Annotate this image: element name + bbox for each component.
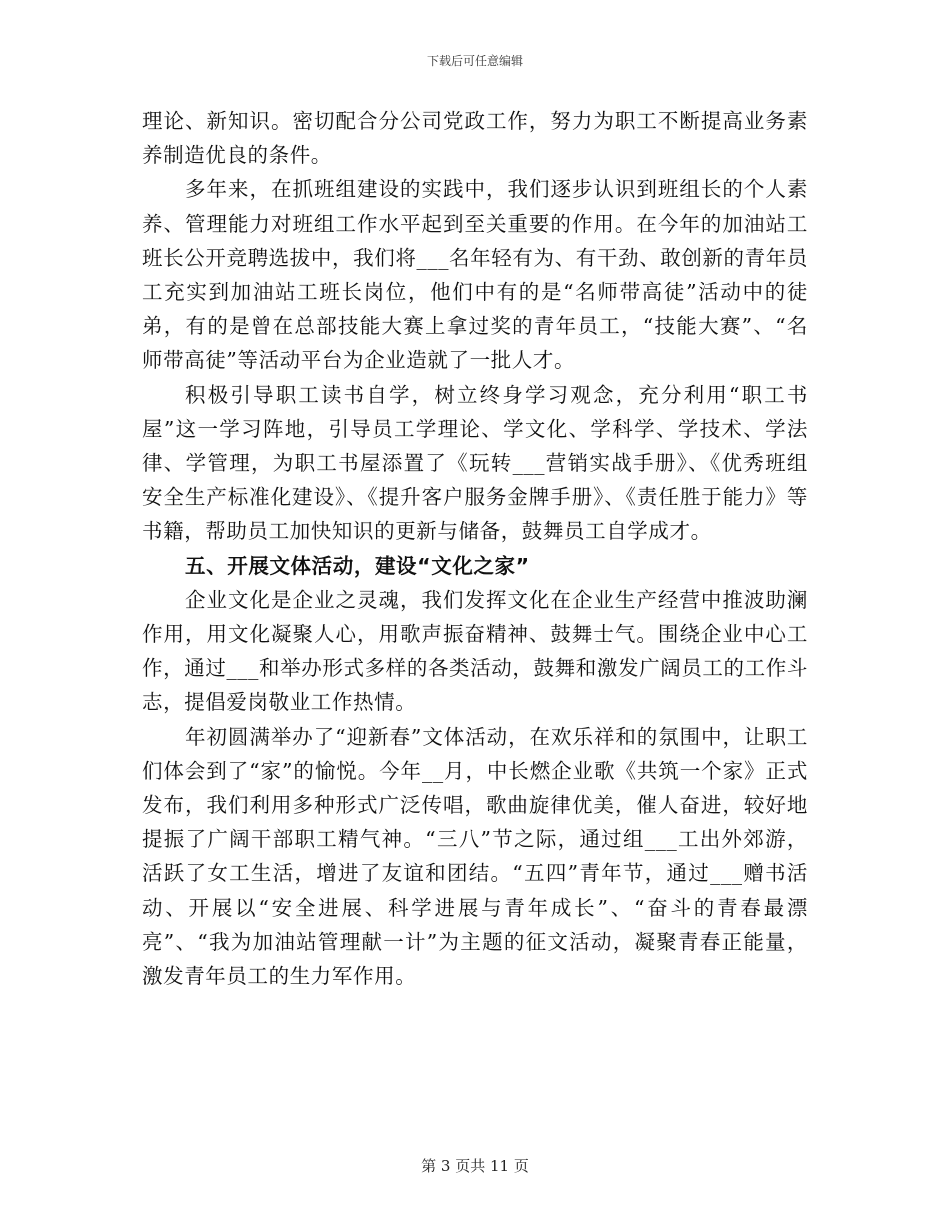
page-header: 下载后可任意编辑 [426,54,523,68]
paragraph-team-leader: 多年来，在抓班组建设的实践中，我们逐步认识到班组长的个人素养、管理能力对班组工作水平起到至关重要的作用。在今年的加油站工班长公开竞聘选拔中，我们将___名年轻有为、有干劲、敢创新的青年员工充实到加油站工班长岗位，他们中有的是“名师带高徒”活动中的徒弟，有的是曾在总部技能大赛上拿过奖的青年员工，“技能大赛”、“名师带高徒”等活动平台为企业造就了一批人才。 [142,177,808,373]
paragraph-activities: 年初圆满举办了“迎新春”文体活动，在欢乐祥和的氛围中，让职工们体会到了“家”的愉悦。今年__月，中长燃企业歌《共筑一个家》正式发布，我们利用多种形式广泛传唱，歌曲旋律优美，催人奋进，较好地提振了广阔干部职工精气神。“三八”节之际，通过组___工出外郊游，活跃了女工生活，增进了友谊和团结。“五四”青年节，通过___赠书活动、开展以“安全进展、科学进展与青年成长”、“奋斗的青春最漂亮”、“我为加油站管理献一计”为主题的征文活动，凝聚青春正能量，激发青年员工的生力军作用。 [142,724,808,989]
paragraph-culture: 企业文化是企业之灵魂，我们发挥文化在企业生产经营中推波助澜作用，用文化凝聚人心，用歌声振奋精神、鼓舞士气。围绕企业中心工作，通过___和举办形式多样的各类活动，鼓舞和激发广阔员工的工作斗志，提倡爱岗敬业工作热情。 [142,587,808,715]
page-footer: 第 3 页共 11 页 [421,1157,529,1175]
document-body [142,104,808,993]
paragraph-reading: 积极引导职工读书自学，树立终身学习观念，充分利用“职工书屋”这一学习阵地，引导员工学理论、学文化、学科学、学技术、学法律、学管理，为职工书屋添置了《玩转___营销实战手册》、《优秀班组安全生产标准化建设》、《提升客户服务金牌手册》、《责任胜于能力》等书籍，帮助员工加快知识的更新与储备，鼓舞员工自学成才。 [142,382,808,544]
section-heading: 五、开展文体活动，建设“文化之家” [185,553,530,578]
paragraph-continuation: 理论、新知识。密切配合分公司党政工作，努力为职工不断提高业务素养制造优良的条件。 [142,109,808,168]
